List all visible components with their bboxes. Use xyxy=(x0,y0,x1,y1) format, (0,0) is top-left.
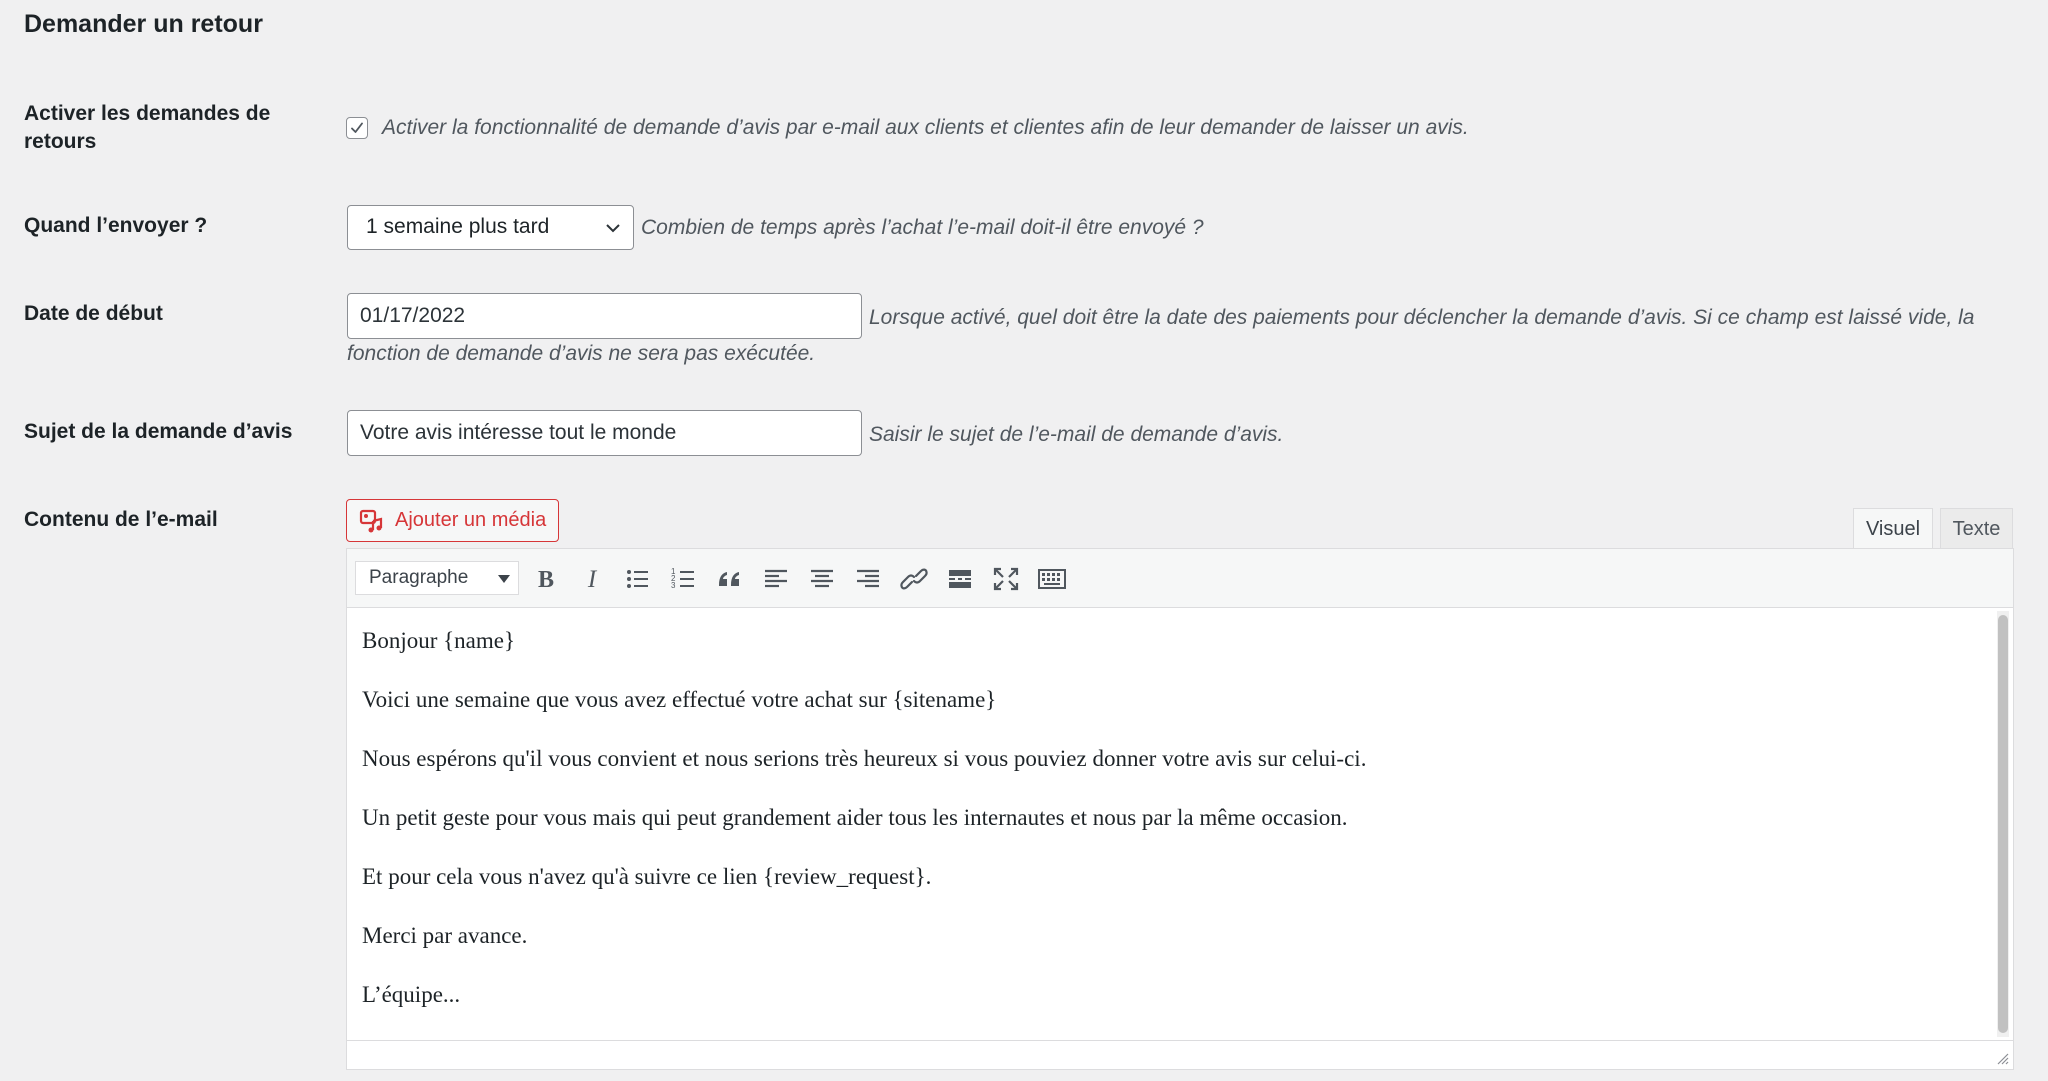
editor-toolbar xyxy=(347,549,2013,608)
add-media-button[interactable] xyxy=(346,499,559,542)
start-date-label: Date de début xyxy=(24,302,163,325)
content-paragraph: Nous espérons qu'il vous convient et nous serions très heureux si vous pouviez donner votre avis sur celui-ci. xyxy=(362,746,1367,771)
fullscreen-icon[interactable] xyxy=(991,565,1021,593)
svg-text:I: I xyxy=(587,566,597,593)
align-right-icon[interactable] xyxy=(853,565,883,593)
subject-description: Saisir le sujet de l’e-mail de demande d’avis. xyxy=(869,423,1284,446)
svg-text:B: B xyxy=(537,567,555,593)
resize-grip-icon[interactable] xyxy=(1995,1051,2009,1065)
content-label: Contenu de l’e-mail xyxy=(24,508,218,531)
editor-scrollbar[interactable] xyxy=(1997,611,2009,1037)
section-title: Demander un retour xyxy=(24,10,263,38)
checkmark-icon xyxy=(349,120,365,136)
link-icon[interactable] xyxy=(899,565,929,593)
align-left-icon[interactable] xyxy=(761,565,791,593)
format-select[interactable] xyxy=(355,561,519,595)
svg-text:3: 3 xyxy=(671,581,676,590)
format-select-value: Paragraphe xyxy=(369,567,469,588)
when-description: Combien de temps après l’achat l’e-mail doit-il être envoyé ? xyxy=(641,216,1204,239)
start-date-description: Lorsque activé, quel doit être la date des paiements pour déclencher la demande d’avis. Si ce champ est laissé vide, la fonction de demande d’avis ne sera pas exécutée. xyxy=(347,306,1975,365)
editor-content[interactable] xyxy=(347,608,1989,1038)
svg-text:1: 1 xyxy=(671,567,676,576)
when-select-value: 1 semaine plus tard xyxy=(366,215,550,238)
content-paragraph: Et pour cela vous n'avez qu'à suivre ce lien {review_request}. xyxy=(362,864,932,889)
add-media-label: Ajouter un média xyxy=(395,509,547,531)
align-center-icon[interactable] xyxy=(807,565,837,593)
content-paragraph: Merci par avance. xyxy=(362,923,528,948)
media-icon xyxy=(359,508,385,534)
subject-input[interactable]: Votre avis intéresse tout le monde xyxy=(347,410,862,456)
content-paragraph: Voici une semaine que vous avez effectué votre achat sur {sitename} xyxy=(362,687,997,712)
when-select[interactable] xyxy=(347,205,634,250)
enable-label: Activer les demandes de retours xyxy=(24,102,271,153)
when-label: Quand l’envoyer ? xyxy=(24,214,208,237)
scrollbar-thumb[interactable] xyxy=(1998,615,2008,1033)
read-more-icon[interactable] xyxy=(945,565,975,593)
blockquote-icon[interactable] xyxy=(715,565,745,593)
editor-statusbar xyxy=(347,1040,2013,1069)
tab-visual[interactable]: Visuel xyxy=(1853,508,1933,548)
bullet-list-icon[interactable] xyxy=(623,565,653,593)
chevron-down-icon xyxy=(605,222,621,234)
tab-text[interactable]: Texte xyxy=(1940,508,2013,548)
start-date-input[interactable]: 01/17/2022 xyxy=(347,293,862,339)
dropdown-triangle-icon xyxy=(498,575,510,583)
toolbar-toggle-icon[interactable] xyxy=(1037,565,1067,593)
svg-text:2: 2 xyxy=(671,574,676,583)
bold-icon[interactable] xyxy=(531,565,561,593)
content-paragraph: Bonjour {name} xyxy=(362,628,516,653)
enable-description: Activer la fonctionnalité de demande d’avis par e-mail aux clients et clientes afin de leur demander de laisser un avis. xyxy=(382,116,1469,139)
email-editor xyxy=(346,548,2014,1070)
italic-icon[interactable] xyxy=(577,565,607,593)
content-paragraph: Un petit geste pour vous mais qui peut grandement aider tous les internautes et nous par la même occasion. xyxy=(362,805,1348,830)
numbered-list-icon[interactable] xyxy=(669,565,699,593)
subject-label: Sujet de la demande d’avis xyxy=(24,420,293,443)
enable-checkbox[interactable] xyxy=(346,117,368,139)
content-paragraph: L’équipe... xyxy=(362,982,461,1007)
